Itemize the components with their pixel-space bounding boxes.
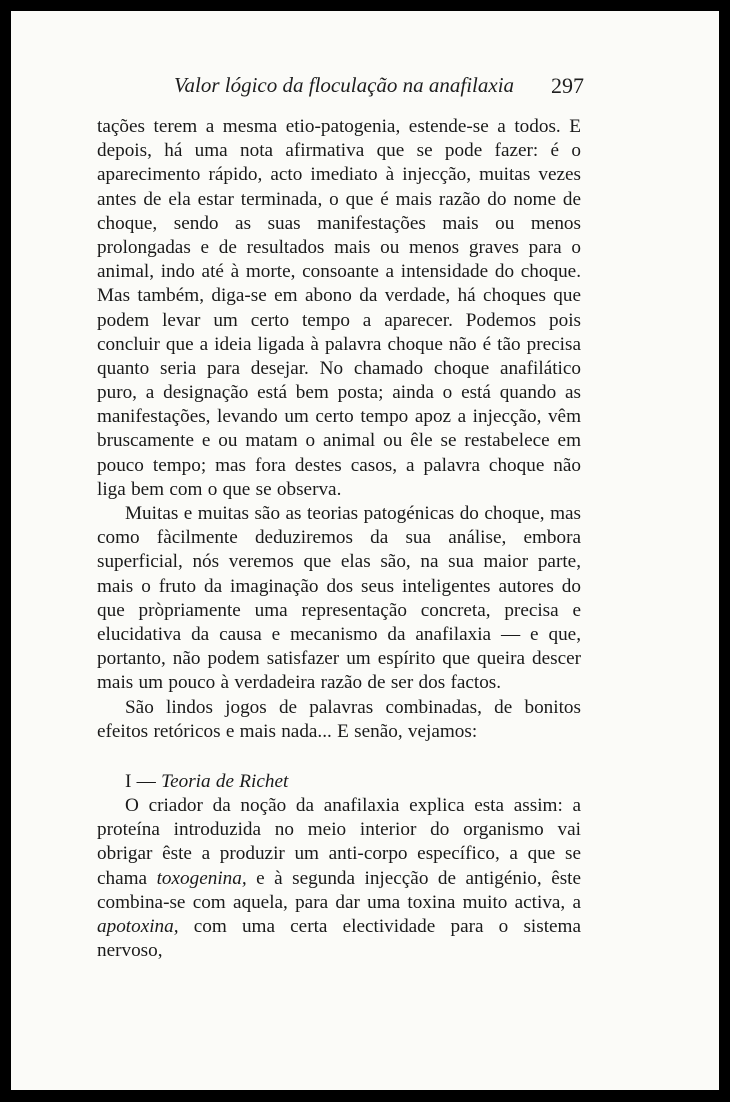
page-body: [97, 115, 581, 963]
richet-text-3: com uma certa electividade para o sistema nervoso,: [97, 916, 581, 962]
page-header: [174, 73, 584, 107]
book-page: [11, 11, 719, 1090]
section-heading: [97, 770, 581, 794]
section-title: Teoria de Richet: [161, 770, 289, 792]
richet-text-2: e à segunda injecção de antigénio, êste combina-se com aquela, para dar uma toxina muito activa, a: [97, 867, 582, 913]
paragraph-theories: Muitas e muitas são as teorias patogénicas do choque, mas como fàcilmente deduziremos da sua análise, embora superficial, nós veremos que elas são, na sua maior parte, mais o fruto da imaginação dos seus inteligentes autores do que pròpriamente uma representação concreta, precisa e elucidativa da causa e mecanismo da anafilaxia — e que, portanto, não podem satisfazer um espírito que queira descer mais um pouco à verdadeira razão de ser dos factos.: [97, 503, 581, 694]
paragraph-transition: São lindos jogos de palavras combinadas, de bonitos efeitos retóricos e mais nada... E senão, vejamos:: [97, 696, 581, 742]
richet-text-1: O criador da noção da anafilaxia explica esta assim: a proteína introduzida no meio interior do organismo vai obrigar êste a produzir um anti-corpo específico, a que se chama: [97, 795, 581, 889]
section-number: I —: [125, 770, 156, 792]
paragraph-continuation: tações terem a mesma etio-patogenia, estende-se a todos. E depois, há uma nota afirmativa que se pode fazer: é o aparecimento rápido, acto imediato à injecção, muitas vezes antes de ela estar terminada, o que é mais razão do nome de choque, sendo as suas manifestações mais ou menos prolongadas e de resultados mais ou menos graves para o animal, indo até à morte, consoante a intensidade do choque. Mas também, diga-se em abono da verdade, há choques que podem levar um certo tempo a aparecer. Podemos pois concluir que a ideia ligada à palavra choque não é tão precisa quanto seria para desejar. No chamado choque anafilático puro, a designação está bem posta; ainda o está quando as manifestações, levando um certo tempo apoz a injecção, vêm bruscamente e ou matam o animal ou êle se restabelece em pouco tempo; mas fora destes casos, a palavra choque não liga bem com o que se observa.: [97, 116, 581, 500]
term-toxogenina: toxogenina,: [156, 867, 247, 889]
running-title: Valor lógico da floculação na anafilaxia: [174, 73, 515, 97]
paragraph-richet: [97, 794, 581, 963]
term-apotoxina: apotoxina,: [97, 916, 179, 937]
page-number: 297: [551, 73, 584, 98]
